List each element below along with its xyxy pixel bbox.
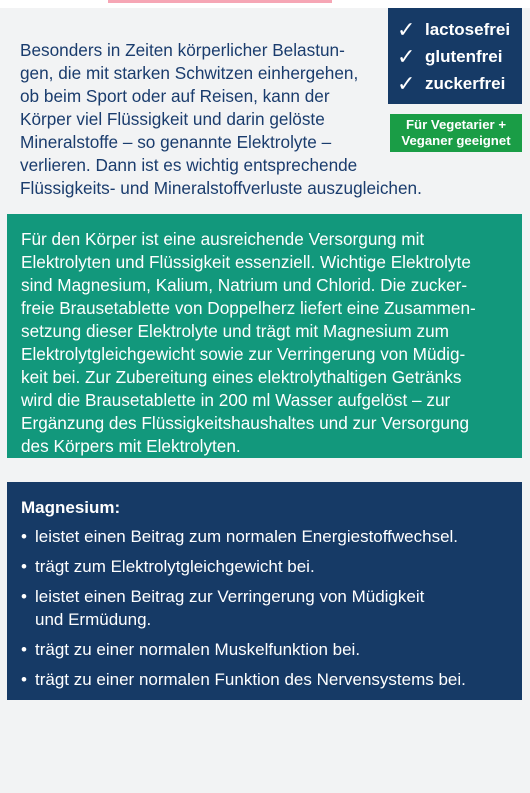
feature-lactosefrei: [397, 16, 522, 43]
feature-glutenfrei: [397, 43, 522, 70]
magnesium-claims-list: [21, 525, 522, 691]
feature-zuckerfrei: [397, 70, 522, 97]
info-line: Für den Körper ist eine ausreichende Versorgung mit: [21, 229, 425, 249]
info-line: Ergänzung des Flüssigkeitshaushaltes und zur Versorgung: [21, 413, 470, 433]
info-line: wird die Brausetablette in 200 ml Wasser aufgelöst – zur: [21, 390, 451, 410]
info-line: Elektrolyten und Flüssigkeit essenziell. Wichtige Elektrolyte: [21, 252, 471, 272]
info-line: sind Magnesium, Kalium, Natrium und Chlorid. Die zucker-: [21, 275, 468, 295]
check-icon: ✓: [397, 43, 416, 69]
info-line: freie Brausetablette von Doppelherz liefert eine Zusammen-: [21, 298, 476, 318]
info-line: des Körpers mit Elektrolyten.: [21, 436, 241, 456]
check-icon: ✓: [397, 16, 416, 42]
feature-list: [388, 8, 522, 104]
list-item: [21, 555, 522, 578]
magnesium-box: [7, 482, 522, 700]
bullet-icon: •: [21, 557, 27, 576]
intro-line: gen, die mit starken Schwitzen einhergehen,: [20, 63, 359, 83]
top-accent: [108, 0, 332, 3]
feature-label: zuckerfrei: [425, 73, 506, 93]
vegan-badge: [390, 114, 522, 152]
intro-line: Besonders in Zeiten körperlicher Belastun-: [20, 40, 345, 60]
check-icon: ✓: [397, 70, 416, 96]
intro-line: ob beim Sport oder auf Reisen, kann der: [20, 86, 330, 106]
feature-label: lactosefrei: [425, 19, 511, 39]
electrolyte-info-box: [7, 214, 522, 458]
intro-line: Körper viel Flüssigkeit und darin gelöste: [20, 109, 325, 129]
badge-line: Für Vegetarier +: [405, 117, 507, 132]
claim-text: leistet einen Beitrag zur Verringerung von Müdigkeit: [35, 587, 425, 606]
info-line: Elektrolytgleichgewicht sowie zur Verringerung von Müdig-: [21, 344, 466, 364]
intro-line: Mineralstoffe – so genannte Elektrolyte –: [20, 132, 332, 152]
claim-text: trägt zu einer normalen Funktion des Nervensystems bei.: [35, 670, 466, 689]
claim-text: trägt zum Elektrolytgleichgewicht bei.: [35, 557, 315, 576]
list-item: [21, 525, 522, 548]
feature-label: glutenfrei: [425, 46, 503, 66]
info-line: keit bei. Zur Zubereitung eines elektrolythaltigen Getränks: [21, 367, 462, 387]
list-item: [21, 638, 522, 661]
badge-line: Veganer geeignet: [401, 133, 511, 148]
top-strip: [0, 0, 530, 8]
list-item: [21, 668, 522, 691]
claim-text: leistet einen Beitrag zum normalen Energiestoffwechsel.: [35, 527, 459, 546]
bullet-icon: •: [21, 527, 27, 546]
bullet-icon: •: [21, 670, 27, 689]
magnesium-title: Magnesium:: [21, 498, 121, 517]
bullet-icon: •: [21, 587, 27, 606]
list-item: [21, 585, 522, 631]
claim-text: trägt zu einer normalen Muskelfunktion bei.: [35, 640, 361, 659]
bullet-icon: •: [21, 640, 27, 659]
info-line: setzung dieser Elektrolyte und trägt mit Magnesium zum: [21, 321, 449, 341]
intro-line: Flüssigkeits- und Mineralstoffverluste auszugleichen.: [20, 178, 422, 198]
claim-text: und Ermüdung.: [35, 610, 152, 629]
intro-line: verlieren. Dann ist es wichtig entsprechende: [20, 155, 358, 175]
